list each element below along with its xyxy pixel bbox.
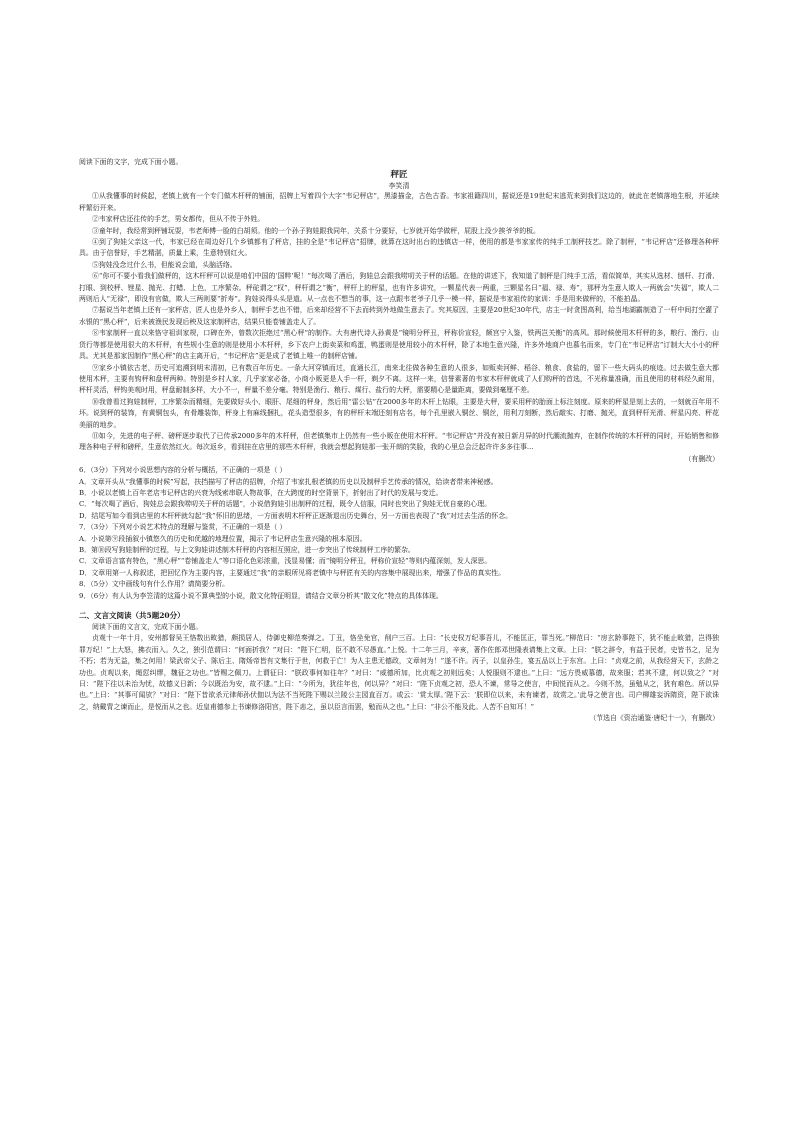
paragraph: ⑤狗娃没念过什么书，但能说会道，头脑活络。: [92, 260, 237, 269]
classical-text: 贞观十一年十月，安州都督吴王恪数出畋猎，颇损居人，侍御史柳范奏弹之。丁丑，恪坐免官，削户三百。上曰：“长史权万纪事吾儿，不能匡正，罪当死。”柳范曰：“房玄龄事陛下，犹不能止畋猎，岂得独罪万纪！”上大怒，拂衣而入。久之，独引范谓曰：“何面折我？”对曰：“陛下仁明，臣不敢不尽愚直。”上悦。十二年三月，辛亥，著作佐郎邓世隆表请集上文章。上曰：“朕之辞令，有益于民者，史皆书之，足为不朽；若为无益，集之何用！梁武帝父子、陈后主、隋炀帝皆有文集行于世，何救于亡！为人主患无德政，文章何为！”遂不许。丙子，以皇孙生，宴五品以上于东宫。上曰：“贞观之前，从我经营天下，玄龄之功也。贞观以来，绳愆纠缪，魏征之功也。”皆赐之佩刀。上谓征曰：“朕政事何如往年？”对曰：“威德所加，比贞观之初则远矣；人悦服则不逮也。”上曰：“远方畏威慕德，故来服；若其不逮，何以致之？”对曰：“陛下往以未治为忧，故德义日新；今以既治为安，故不逮。”上曰：“今所为，犹往年也，何以异？”对曰：“陛下贞观之初，恐人不谏，常导之使言，中间悦而从之。今则不然，虽勉从之，犹有难色。所以异也。”上曰：“其事可闻欤？”对曰：“陛下昔欲杀元律师孙伏伽以为法不当死陛下赐以兰陵公主园直百万。或云：‘赏太厚。’陛下云：‘朕即位以来，未有谏者，故赏之。’此导之使言也。司户柳雄妄诉隋资，陛下欲诛之，纳戴胄之谏而止，是悦而从之也。近皇甫德参上书谏修洛阳宫，陛下恚之，虽以臣言而罢，勉而从之也。”上曰：“非公不能及此。人苦不自知耳！”: [79, 634, 719, 711]
section-gap: [79, 602, 719, 610]
question-8: 8．（5分）文中画线句有什么作用？请简要分析。: [79, 580, 230, 589]
paragraph: ⑦据说当年老镇上还有一家秤店，匠人也是外乡人，制秤手艺也不错，后来却经营不下去而转到外地做生意去了。究其原因，主要是20世纪30年代，店主一时贪图高利，给当地湖霸制造了一杆中间打空灌了水银的“黑心秤”，后来被渔民发现后秧及这家制秤店，结果只能卷铺盖走人了。: [79, 306, 719, 326]
option: A．小说第⑨段插叙小镇悠久的历史和优越的地理位置，揭示了韦记秤店生意兴隆的根本原因。: [79, 534, 367, 543]
paragraph: ②韦家秤店还往传的手艺，男女都传，但从不传于外姓。: [92, 215, 265, 224]
question-6: 6．（3分）下列对小说思想内容的分析与概括，不正确的一项是（ ）: [79, 466, 287, 475]
option: B．第⑩段写狗娃制秤的过程，与上文狗娃讲述制木杆秤的内容相互照应，进一步突出了传统制秤工序的繁杂。: [79, 546, 415, 554]
article-source: （有删改）: [684, 454, 719, 463]
option: A．文章开头从“我懂事的时候”写起，扶挡描写了秤店的招牌，介绍了韦家扎根老镇的历史以及制秤手艺传承的情况，给读者带来神秘感。: [79, 477, 498, 486]
paragraph: ④到了狗娃父亲这一代，韦家已经在周边好几个乡镇都有了秤店，挂的全是“韦记秤店”招牌，就算在这时出台的违镇店一样，使用的都是韦家家传的纯手工制秤技艺。除了制秤，“韦记秤店”还修理各种秤具。由于信誉好，手艺精湛，质量上乘，生意特别红火。: [79, 238, 719, 258]
paragraph: ⑨家乡小镇依古老，历史可追溯到明末清初，已有数百年历史。一条大河穿镇而过，直通长江，南来北往做各种生意的人很多，如贩卖河鲜、稻谷、粮食、食盐的，留下一些大码头的痕迹。过去做生意大都使用木秤，主要有钩秤和盘秤两种。特别是乡村人家，几乎家家必备，小商小贩更是人手一杆，剃夕不离。这样一来，信誉素著的韦家木杆秤就成了人们购秤的首选，不光称量准确，而且使用的材料经久耐用，秤杆灵活，秤钩美观时用，秤盘耐制多样，大小不一，秤量不差分毫。特别是渔行、粮行、煤行、盐行的大秤，需要精心是量距离，要做到毫厘不差。: [79, 363, 719, 395]
paragraph: ⑧韦家制秤一直以来恪守祖训家规，口碑在外，曾数次拒绝过“黑心秤”的制作。大有唐代诗人孙黄是“镜明分秤丑，秤称价宣轻，颇宫宁入鉴，铁两岂关衡”的高风。那时候使用木杆秤的多，粮行、渔行、山货行等都是使用很大的木杆秤，有些规小生意的则是使用小木杆秤，乡下农户上街卖菜和鸡蛋，鸭蛋则是使用较小的木杆秤，除了本地生意兴隆，许多外地商户也慕名而来，专门在“韦记秤店”订制大大小小的秤具。尤其是那家因制作“黑心秤”的店主离开后，“韦记秤店”更是成了老镇上唯一的制秤店铺。: [79, 329, 719, 361]
option: D．结尾写如今看到店里的木杆秤就勾起“我”怀旧的思绪，一方面表明木杆秤正逐渐退出历史舞台，另一方面也表现了“我”对过去生活的怀念。: [79, 511, 513, 520]
question-9: 9．（6分）有人认为李笠清的这篇小说不算典型的小说，散文化特征明显，请结合文章分析其“散文化”特点的具体体现。: [79, 591, 443, 600]
paragraph: ③童年时，我经常到秤铺玩耍，韦老师傅一脸的白胡须。他的一个孙子狗娃跟我同年，关系十分要好，七岁就开始学做秤，屁股上没少挨爷爷的板。: [92, 226, 540, 235]
article-title: 秤匠: [390, 170, 408, 181]
paragraph: ①从我懂事的时候起，老镇上就有一个专门做木杆秤的铺面，招牌上写着四个大字“韦记秤店”，黑漆描金，古色古香。韦家祖籍四川，据说还是19世纪末逃荒来到我们这边的，就此在老镇落地生根，并延续秤繁衍开来。: [79, 192, 719, 212]
option: D．文章用第一人称叙述，把回忆作为主要内容，主要通过“我”的亲眼所见将老镇中与秤匠有关的内容集中展现出来，增强了作品的真实性。: [79, 568, 506, 577]
option: C．文章语言富有特色，“黑心秤”“卷铺盖走人”等口语化色彩浓重，浅显易懂；而“镜明分秤丑，秤称价宣轻”等则内蕴深刻，发人深思。: [79, 557, 492, 566]
reading-intro: 阅读下面的文字，完成下面小题。: [79, 158, 183, 166]
section2-intro: 阅读下面的文言文，完成下面小题。: [92, 623, 203, 632]
paragraph: ⑩我曾看过狗娃制秤，工序繁杂而精细，先要做好头小、眼肝、尾细的秤身，然后用“雷公钻”在2000多年的木杆上钻眼，主要是大秤，要采用秤的胎面上标注刻度。原来的秤星是刻上去的，一刻就百年用不坏。说到秤的装饰，有黄铜包头，有骨雕装饰，秤身上有麻线捆扎，花头造型很多，有的秤杆末端还刻有店名，每个孔里嵌入铜丝、铜丝，用利刀刻断，然后敲实、打磨、抛光，直到秤杆光滑、秤星闪亮、秤花美丽的地步。: [79, 397, 719, 429]
section2-heading: 二、文言文阅读（共5题20分）: [79, 611, 185, 621]
article-author: 李笑清: [388, 182, 410, 191]
paragraph: ⑪如今，先进的电子秤、磅秤逐步取代了已传承2000多年的木杆秤，但老镇集市上仍然有一些小贩在使用木杆秤。“韦记秤店”并没有被日新月异的时代潮流抛弃，在制作传统的木杆秤的同时，开始销售和修理各种电子秤和磅秤，生意依然红火。每次返乡，看到挂在店里的那些木杆秤，我就会想起狗娃那一张开朗的笑脸，我的心里总会泛起许许多多往事...: [79, 431, 719, 452]
paragraph: ⑥“你可不要小看我们做秤的，这木杆秤可以说是咱们中国的‘国粹’呢！”每次喝了酒后，狗娃总会跟我唠叨关于秤的话题。在他的讲述下，我知道了制秤是门纯手工活，看似简单，其实从选材、刨杆、打滑、打眼、到校秤、锉星、抛光、打蜡、上色，工序繁杂。秤砣谓之“权”，秤杆谓之“衡”，秤杆上的秤星，也有许多讲究，一颗星代表一两重，三颗星名曰“福、禄、寿”，那秤为生意人欺人一两就会“失福”，欺人二两则后人“无禄”，即没有官做，欺人三两则要“折寿”。狗娃说得头头是道。从一点也不想当的事，这一点跟韦老爷子几乎一模一样，据说是韦家祖传的家训：手是用来做秤的，不能拍晶。: [79, 272, 719, 304]
option: C．“每次喝了酒后，狗娃总会跟我唠叨关于秤的话题”，小说借狗娃引出制秤的过程，既令人信服，同时也突出了狗娃无忧自豪的心理。: [79, 500, 491, 509]
question-7: 7．（3分）下列对小说艺术特点的理解与鉴赏，不正确的一项是（ ）: [79, 523, 287, 532]
document-page: [79, 157, 719, 725]
option: B．小说以老镇上百年老店韦记秤店的兴衰为线索串联人物故事，在大跨度的时空背景下，折射出了时代的发展与变迁。: [79, 488, 443, 497]
classical-source: （节选自《资治通鉴·唐纪十一》，有删改）: [589, 714, 719, 723]
